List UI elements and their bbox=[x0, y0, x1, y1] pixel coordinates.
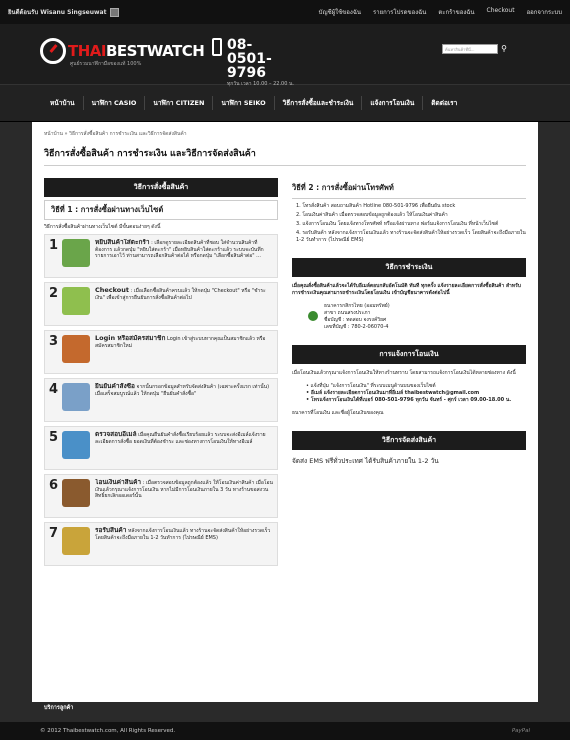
logo-main: THAI bbox=[68, 42, 106, 60]
bank-line: เลขที่บัญชี : 780-2-06070-4 bbox=[324, 324, 389, 330]
step-desc: Login เข้าสู่ระบบหากคุณเป็นสมาชิกแล้ว หรือสมัครสมาชิกใหม่ bbox=[95, 336, 266, 349]
top-link-account[interactable]: บัญชีผู้ใช้ของฉัน bbox=[318, 9, 362, 16]
transfer-text: เมื่อโอนเงินแล้วกรุณาแจ้งการโอนเงินให้ทางร้านทราบ โดยสามารถแจ้งการโอนเงินได้หลายช่องทาง ดังนี้ bbox=[292, 370, 516, 376]
breadcrumb[interactable]: หน้าบ้าน » วิธีการสั่งซื้อสินค้า การชำระเงิน และวิธีการจัดส่งสินค้า bbox=[44, 131, 187, 137]
main-nav bbox=[0, 84, 570, 122]
top-link-logout[interactable]: ออกจากระบบ bbox=[526, 9, 562, 16]
method1-desc: วิธีการสั่งซื้อสินค้าผ่านทางเว็บไซต์ มีขั้นตอนง่ายๆ ดังนี้ bbox=[44, 224, 161, 230]
page-title: วิธีการสั่งซื้อสินค้า การชำระเงิน และวิธีการจัดส่งสินค้า bbox=[44, 144, 526, 166]
transfer-item: • อีเมล์ แจ้งรายละเอียดการโอนเงินมาที่อีเมล์ thaibestwatch@gmail.com bbox=[306, 390, 480, 396]
method2-step: 3. แจ้งการโอนเงิน โดยแจ้งทางโทรศัพท์ หรือแจ้งผ่านทาง ฟอร์มแจ้งการโอนเงิน ที่หน้าเว็บไซต์ bbox=[296, 221, 499, 227]
step-title: Login หรือสมัครสมาชิก bbox=[95, 335, 166, 342]
bank-line: สาขา ถนนสรงประภา bbox=[324, 310, 371, 316]
bank-info bbox=[308, 303, 526, 331]
payment-header: วิธีการชำระเงิน bbox=[292, 258, 526, 277]
right-column bbox=[292, 178, 526, 570]
copyright-text: © 2012 Thaibestwatch.com, All Rights Reserved. bbox=[40, 728, 176, 734]
method2-step: 4. รอรับสินค้า หลังจากแจ้งการโอนเงินแล้ว ทางร้านจะจัดส่งสินค้าให้อย่างรวดเร็ว โดยสินค้าจะถึงมือภายใน 1-2 วันทำการ (ไปรษณีย์ EMS) bbox=[296, 230, 526, 243]
phone-number: 08-0501-9796 bbox=[227, 37, 272, 81]
method2-steps bbox=[292, 203, 526, 244]
search-box bbox=[442, 44, 510, 54]
method2-title: วิธีที่ 2 : การสั่งซื้อผ่านโทรศัพท์ bbox=[292, 178, 526, 199]
footer-copyright bbox=[0, 722, 570, 740]
opening-hours: ทุกวัน เวลา 10.00 – 22.00 น. bbox=[227, 81, 295, 87]
shipping-header: วิธีการจัดส่งสินค้า bbox=[292, 431, 526, 450]
transfer-item: • โทรแจ้งการโอนเงินได้ที่เบอร์ 080-501-9796 ทุกวัน จันทร์ - ศุกร์ เวลา 09.00-18.00 น. bbox=[306, 397, 512, 403]
content bbox=[32, 122, 538, 702]
method1-title: วิธีที่ 1 : การสั่งซื้อผ่านทางเว็บไซต์ bbox=[44, 200, 278, 220]
welcome-text: ยินดีต้อนรับ Wisanu Singseuwat bbox=[8, 9, 107, 16]
bank-logo-icon bbox=[308, 311, 318, 321]
step-text bbox=[95, 479, 273, 513]
nav-citizen[interactable]: นาฬิกา CITIZEN bbox=[145, 96, 213, 110]
order-step bbox=[44, 426, 278, 470]
top-link-cart[interactable]: ตะกร้าของฉัน bbox=[438, 9, 475, 16]
step-number: 4 bbox=[49, 382, 59, 397]
order-step bbox=[44, 330, 278, 374]
clock-icon bbox=[40, 38, 66, 64]
step-desc: : เมื่อตรวจสอบข้อมูลถูกต้องแล้ว ให้โอนเงินค่าสินค้า เมื่อโอนเงินแล้วกรุณาแจ้งการโอนเงิน หากไม่มีการโอนเงินภายใน 3 วัน ทางร้านขอสงวนสิทธิ์ยกเลิกออเดอร์นั้น bbox=[95, 480, 273, 499]
step-text bbox=[95, 431, 273, 465]
step-title: Checkout bbox=[95, 287, 130, 294]
left-column bbox=[44, 178, 278, 570]
step-number: 2 bbox=[49, 286, 59, 301]
phone-icon bbox=[212, 38, 222, 56]
payment-text: เมื่อคุณสั่งซื้อสินค้าแล้วจะได้รับอีเมล์ตอบกลับอัตโนมัติ ทันที ทุกครั้ง แจ้งรายละเอียดการสั่งซื้อสินค้า สำหรับการชำระเงินคุณสามารถชำระเงินโดยโอนเงิน เข้าบัญชีธนาคารดังต่อไปนี้ bbox=[292, 283, 521, 296]
step-number: 6 bbox=[49, 478, 59, 493]
step-number: 5 bbox=[49, 430, 59, 445]
nav-casio[interactable]: นาฬิกา CASIO bbox=[84, 96, 146, 110]
nav-transfer[interactable]: แจ้งการโอนเงิน bbox=[362, 96, 423, 110]
step-number: 1 bbox=[49, 238, 59, 253]
top-bar bbox=[0, 0, 570, 24]
step-icon bbox=[62, 335, 90, 363]
order-step bbox=[44, 378, 278, 422]
transfer-item: • แจ้งที่ปุ่ม "แจ้งการโอนเงิน" ที่ระบบเมนูด้านบนของเว็บไซต์ bbox=[306, 383, 436, 389]
step-text bbox=[95, 383, 273, 417]
logo[interactable] bbox=[40, 38, 205, 67]
step-desc: : เมื่อเลือกซื้อสินค้าครบแล้ว ให้กดปุ่ม "Checkout" หรือ "ชำระเงิน" เพื่อเข้าสู่การยืนยันการสั่งซื้อสินค้าต่อไป bbox=[95, 288, 266, 301]
order-step bbox=[44, 474, 278, 518]
phone-block bbox=[212, 38, 294, 88]
nav-contact[interactable]: ติดต่อเรา bbox=[431, 99, 458, 107]
avatar[interactable] bbox=[110, 8, 119, 17]
nav-seiko[interactable]: นาฬิกา SEIKO bbox=[213, 96, 274, 110]
step-desc: : เลือกดูรายละเอียดสินค้าที่ชอบ ใส่จำนวนสินค้าที่ต้องการ แล้วกดปุ่ม "หยิบใส่ตะกร้า" เมื่อหยิบสินค้าใส่ตะกร้าแล้ว ระบบจะบันทึกรายการเอาไว้ ท่านสามารถเลือกสินค้าต่อได้ หรือกดปุ่ม "เลือกซื้อสินค้าต่อ" ... bbox=[95, 240, 264, 259]
top-link-checkout[interactable]: Checkout bbox=[486, 7, 515, 14]
step-desc: หลังจากแจ้งการโอนเงินแล้ว ทางร้านจะจัดส่งสินค้าให้อย่างรวดเร็ว โดยสินค้าจะถึงมือภายใน 1-2 วันทำการ (ไปรษณีย์ EMS) bbox=[95, 528, 271, 541]
step-icon bbox=[62, 383, 90, 411]
step-icon bbox=[62, 239, 90, 267]
transfer-note: ธนาคารที่โอนเงิน และชื่อผู้โอนเงินของคุณ bbox=[292, 410, 384, 416]
step-number: 7 bbox=[49, 526, 59, 541]
step-icon bbox=[62, 479, 90, 507]
top-link-favorites[interactable]: รายการโปรดของฉัน bbox=[373, 9, 427, 16]
step-desc: เมื่อคุณยืนยันคำสั่งซื้อเรียบร้อยแล้ว ระบบจะส่งอีเมล์แจ้งรายละเอียดการสั่งซื้อ ยอดเงินที่ต้องชำระ และช่องทางการโอนเงินให้ทางอีเมล์ bbox=[95, 432, 266, 445]
step-icon bbox=[62, 431, 90, 459]
search-input[interactable]: ค้นหาสินค้าที่นี่... bbox=[442, 44, 498, 54]
logo-accent: BESTWATCH bbox=[105, 42, 205, 60]
transfer-header: การแจ้งการโอนเงิน bbox=[292, 345, 526, 364]
order-step bbox=[44, 522, 278, 566]
order-step bbox=[44, 282, 278, 326]
nav-howto[interactable]: วิธีการสั่งซื้อและชำระเงิน bbox=[275, 96, 363, 110]
step-title: โอนเงินค่าสินค้า bbox=[95, 479, 142, 486]
footer-col1 bbox=[44, 704, 73, 712]
step-text bbox=[95, 335, 273, 369]
step-number: 3 bbox=[49, 334, 59, 349]
logo-tagline: ศูนย์รวมนาฬิกามือของแท้ 100% bbox=[70, 61, 142, 67]
footer-col1-title: บริการลูกค้า bbox=[44, 705, 74, 711]
header bbox=[0, 24, 570, 87]
search-icon[interactable]: ⚲ bbox=[501, 44, 507, 53]
method2-step: 1. โทรสั่งสินค้า สอบถามสินค้า Hotline 080-501-9796 เพื่อยืนยัน stock bbox=[296, 203, 456, 209]
step-title: หยิบสินค้าใส่ตะกร้า bbox=[95, 239, 150, 246]
method2-step: 2. โอนเงินค่าสินค้า เมื่อตรวจสอบข้อมูลถูกต้องแล้ว ให้โอนเงินค่าสินค้า bbox=[296, 212, 448, 218]
step-title: ยืนยันคำสั่งซื้อ bbox=[95, 383, 135, 390]
step-title: รอรับสินค้า bbox=[95, 527, 127, 534]
step-title: ตรวจสอบอีเมล์ bbox=[95, 431, 137, 438]
order-step bbox=[44, 234, 278, 278]
welcome bbox=[8, 7, 119, 17]
step-text bbox=[95, 527, 273, 561]
step-icon bbox=[62, 527, 90, 555]
order-header: วิธีการสั่งซื้อสินค้า bbox=[44, 178, 278, 197]
shipping-text: จัดส่ง EMS ฟรีทั่วประเทศ ได้รับสินค้าภายใน 1-2 วัน bbox=[292, 457, 439, 465]
paypal-logo: PayPal bbox=[511, 728, 530, 734]
bank-line: ชื่อบัญชี : ทดสอบ จงรงค์วิยศ bbox=[324, 317, 387, 323]
step-icon bbox=[62, 287, 90, 315]
step-text bbox=[95, 239, 273, 273]
step-desc: จากนั้นกรอกข้อมูลสำหรับจัดส่งสินค้า (เฉพาะครั้งแรก เท่านั้น) เมื่อเสร็จสมบูรณ์แล้ว ให้กดปุ่ม "ยืนยันคำสั่งซื้อ" bbox=[95, 384, 270, 397]
transfer-list bbox=[292, 383, 526, 404]
step-text bbox=[95, 287, 273, 321]
nav-home[interactable]: หน้าบ้าน bbox=[42, 96, 84, 110]
top-links bbox=[319, 7, 562, 17]
bank-line: ธนาคารกสิกรไทย (ออมทรัพย์) bbox=[324, 303, 390, 309]
